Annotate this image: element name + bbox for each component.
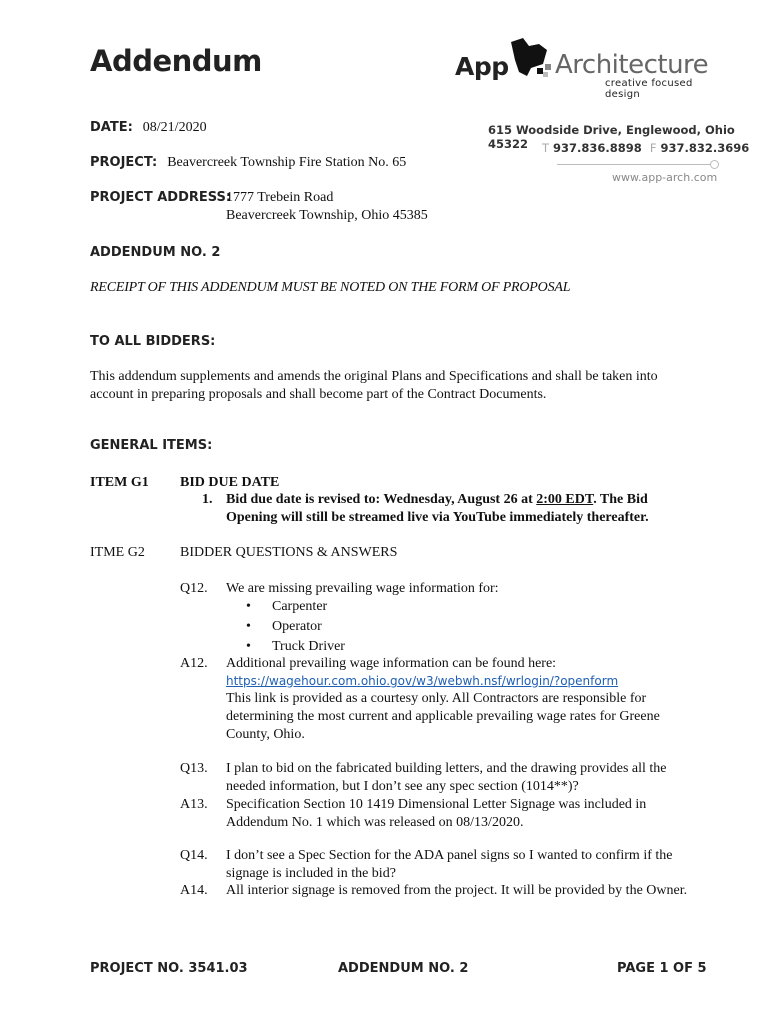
bullet-text: Carpenter [272, 599, 328, 614]
receipt-notice: RECEIPT OF THIS ADDENDUM MUST BE NOTED ON THE FORM OF PROPOSAL [90, 280, 571, 295]
a13-line-2: Addendum No. 1 which was released on 08/13/2020. [226, 815, 524, 830]
q14-line-1: I don’t see a Spec Section for the ADA panel signs so I wanted to confirm if the [226, 848, 673, 863]
q13-line-1: I plan to bid on the fabricated building letters, and the drawing provides all the [226, 761, 667, 776]
logo-app-text: App [455, 52, 509, 81]
a12-line-3: determining the most current and applicable prevailing wage rates for Greene [226, 709, 660, 724]
bullet-text: Operator [272, 619, 322, 634]
footer-page-number: PAGE 1 OF 5 [617, 961, 707, 976]
item-g1-title: BID DUE DATE [180, 475, 280, 490]
project-value: Beavercreek Township Fire Station No. 65 [167, 155, 407, 170]
bullet-text: Truck Driver [272, 639, 345, 654]
a12-line-2: This link is provided as a courtesy only. All Contractors are responsible for [226, 691, 647, 706]
document-title: Addendum [90, 44, 262, 78]
project-row [90, 153, 406, 171]
item-g1-number: 1. [202, 492, 213, 507]
date-label: DATE: [90, 120, 133, 135]
date-row [90, 118, 207, 136]
company-logo [455, 36, 715, 100]
prevailing-wage-link[interactable]: https://wagehour.com.ohio.gov/w3/webwh.nsf/wrlogin/?openform [226, 674, 619, 688]
intro-line-2: account in preparing proposals and shall become part of the Contract Documents. [90, 387, 547, 402]
q12-text: We are missing prevailing wage information for: [226, 581, 499, 596]
q13-label: Q13. [180, 761, 208, 776]
item-g2-title: BIDDER QUESTIONS & ANSWERS [180, 545, 398, 560]
a12-line-1: Additional prevailing wage information can be found here: [226, 656, 557, 671]
a13-label: A13. [180, 797, 208, 812]
q12-bullet-1: • Carpenter [246, 599, 328, 614]
firm-website: www.app-arch.com [612, 171, 718, 184]
footer-project-number: PROJECT NO. 3541.03 [90, 961, 248, 976]
item-g1-text-line2: Opening will still be streamed live via YouTube immediately thereafter. [226, 510, 649, 525]
q12-bullet-2: • Operator [246, 619, 322, 634]
a14-label: A14. [180, 883, 208, 898]
contact-divider [557, 164, 713, 165]
addendum-number-label: ADDENDUM NO. 2 [90, 245, 221, 260]
item-g1-text-b: . The Bid [593, 492, 648, 507]
firm-address: 615 Woodside Drive, Englewood, Ohio 45322 [488, 123, 735, 151]
project-address-line2: Beavercreek Township, Ohio 45385 [226, 208, 428, 223]
fax-label: F [649, 141, 657, 155]
project-label: PROJECT: [90, 155, 158, 170]
phone-number: 937.836.8898 [553, 141, 642, 155]
project-address-label: PROJECT ADDRESS: [90, 190, 232, 205]
a14-line-1: All interior signage is removed from the project. It will be provided by the Owner. [226, 883, 688, 898]
item-g1-time: 2:00 EDT [536, 492, 594, 507]
to-all-bidders-heading: TO ALL BIDDERS: [90, 334, 216, 349]
q14-line-2: signage is included in the bid? [226, 866, 396, 881]
phone-label: T [542, 141, 550, 155]
footer-addendum-number: ADDENDUM NO. 2 [338, 961, 469, 976]
a12-label: A12. [180, 656, 208, 671]
item-g1-code: ITEM G1 [90, 475, 149, 490]
contact-divider-end [710, 160, 719, 169]
q13-line-2: needed information, but I don’t see any spec section (1014**)? [226, 779, 579, 794]
general-items-heading: GENERAL ITEMS: [90, 438, 213, 453]
a13-line-1: Specification Section 10 1419 Dimensional Letter Signage was included in [226, 797, 647, 812]
item-g2-code: ITME G2 [90, 545, 145, 560]
q12-bullet-3: • Truck Driver [246, 639, 345, 654]
project-address-line1: 1777 Trebein Road [226, 190, 334, 205]
item-g1-text-a: Bid due date is revised to: Wednesday, August 26 at [226, 492, 537, 507]
fax-number: 937.832.3696 [660, 141, 750, 155]
firm-phone-fax [542, 141, 749, 155]
logo-tagline: creative focused design [605, 78, 693, 100]
logo-architecture-text: Architecture [555, 50, 709, 80]
a12-line-4: County, Ohio. [226, 727, 305, 742]
date-value: 08/21/2020 [142, 120, 207, 135]
logo-mark-icon [509, 38, 553, 80]
intro-line-1: This addendum supplements and amends the original Plans and Specifications and shall be taken into [90, 369, 658, 384]
q12-label: Q12. [180, 581, 208, 596]
q14-label: Q14. [180, 848, 208, 863]
item-g1-text-line1 [226, 491, 648, 509]
